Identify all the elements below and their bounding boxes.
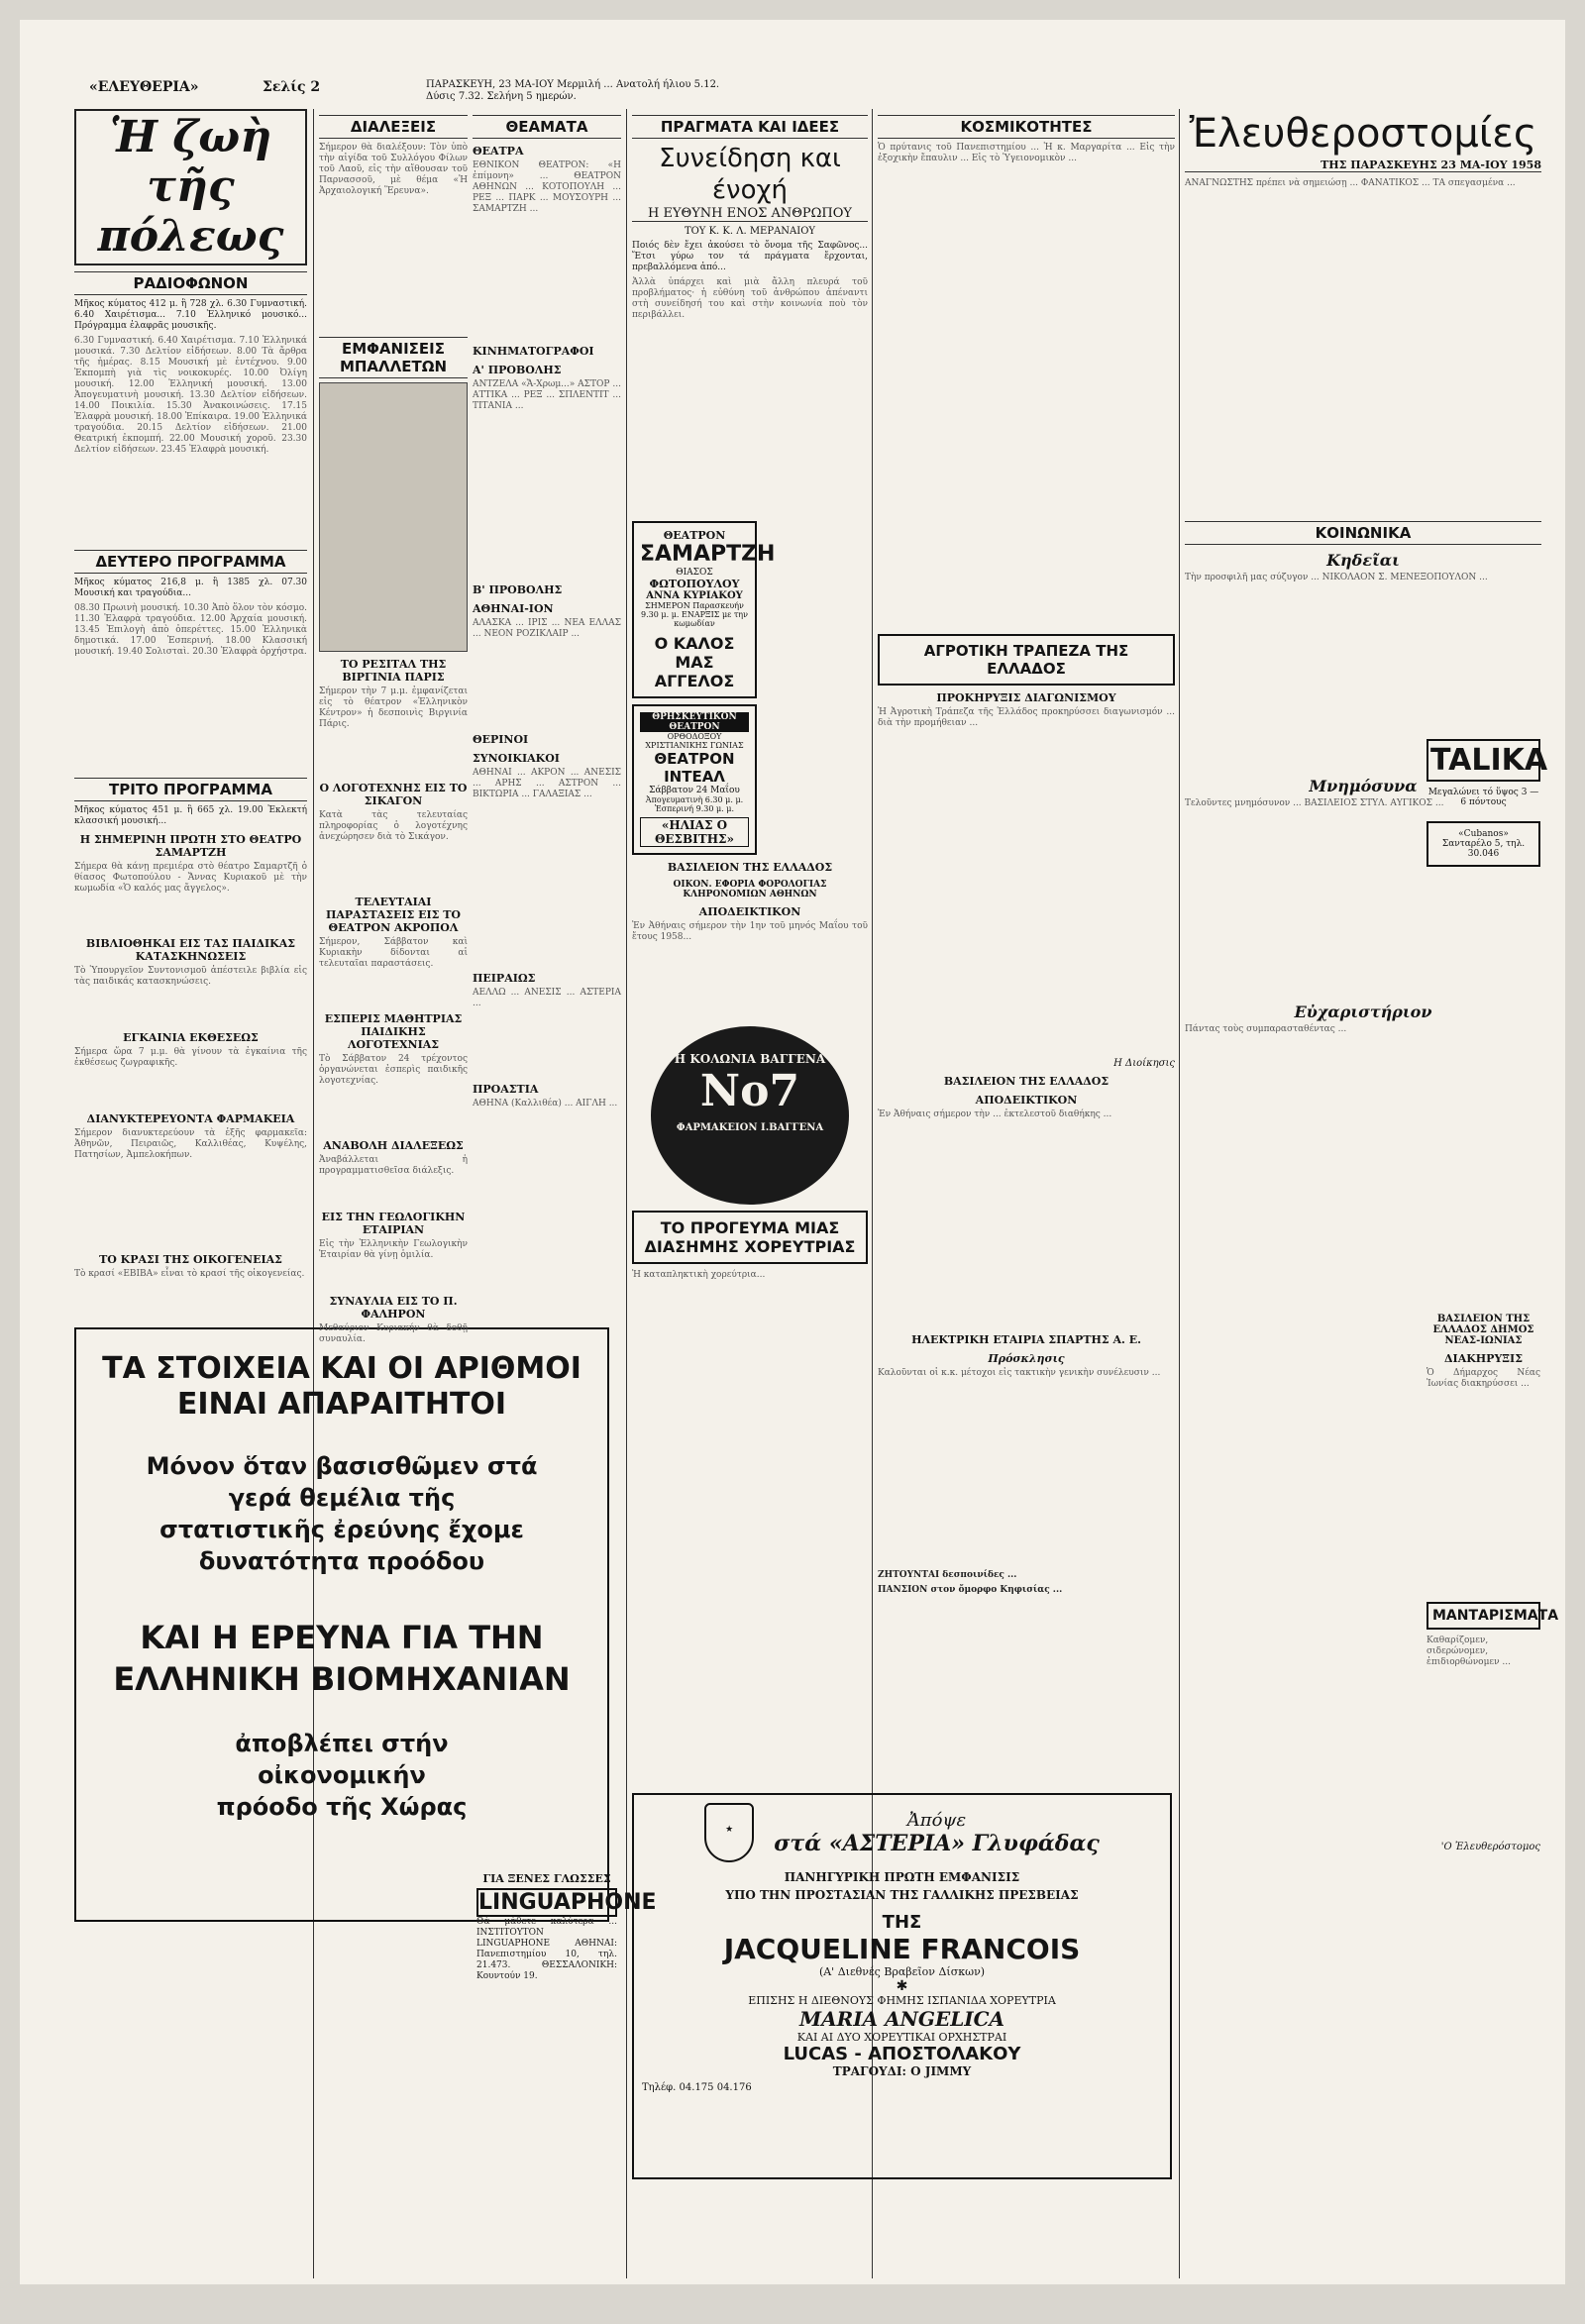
dancer-breakfast-text: Ἡ καταπληκτικὴ χορεύτρια... [632, 1270, 766, 1280]
certificate-heading: ΑΠΟΔΕΙΚΤΙΚΟΝ [698, 905, 801, 918]
kolonia-number: Νο7 [699, 1066, 800, 1116]
tender-heading: ΠΡΟΚΗΡΥΞΙΣ ΔΙΑΓΩΝΙΣΜΟΥ [936, 691, 1116, 704]
free-speech-text: ΑΝΑΓΝΩΣΤΗΣ πρέπει νὰ σημειώσῃ ... ΦΑΝΑΤΙΚΟΣ ... ΤΑ σπεγασμένα ... [1185, 178, 1516, 188]
athens-ion-list: ΑΛΑΣΚΑ ... ΙΡΙΣ ... ΝΕΑ ΕΛΛΑΣ ... ΝΕΟΝ ΡΟΖΙΚΛΑΙΡ ... [473, 618, 621, 639]
social-news-heading: ΚΟΙΝΩΝΙΚΑ [1185, 521, 1541, 545]
mantarismata-heading: ΜΑΝΤΑΡΙΣΜΑΤΑ [1426, 1602, 1540, 1630]
ad-line-3: Μόνον ὅταν βασισθῶμεν στά γερά θεμέλια τῆς στατιστικῆς ἐρεύνης ἔχομε δυνατότητα προόδου [146, 1452, 538, 1575]
cubanos-ad: «Cubanos» Σανταρέλο 5, τηλ. 30.046 [1426, 821, 1540, 867]
third-program-heading: ΤΡΙΤΟ ΠΡΟΓΡΑΜΜΑ [74, 778, 307, 801]
theatre-name: ΣΑΜΑΡΤΖΗ [640, 542, 776, 567]
radio-program-detail: 6.30 Γυμναστική. 6.40 Χαιρέτισμα. 7.10 Ἑλληνικά μουσικά. 7.30 Δελτίον εἰδήσεων. 8.00 Τὰ ἄρθρα τῆς ἡμέρας. 8.15 Μουσική μὲ ἐντέχνου. 9.00 Ἐκπομπὴ γιὰ τὶς νοικοκυρές. 10.00 Ὀλίγη μουσική. 12.00 Ἑλληνική μουσική. 13.00 Ἀπογευματινὴ μουσική. 13.30 Δελτίον εἰδήσεων. 14.00 Ποικιλία. 15.30 Ἀνακοινώσεις. 17.15 Ἐλαφρὰ μουσική. 18.00 Ἐπίκαιρα. 19.00 Ἑλληνικά τραγούδια. 20.15 Δελτίον εἰδήσεων. 21.00 Θεατρική ἐκπομπή. 22.00 Μουσική χοροῦ. 23.30 Δελτίον εἰδήσεων. 23.45 Ἐλαφρὰ μουσική. [74, 336, 307, 455]
asteria-bands: LUCAS - ΑΠΟΣΤΟΛΑΚΟΥ [783, 2044, 1021, 2064]
column-rule [626, 109, 627, 2278]
geology-heading: ΕΙΣ ΤΗΝ ΓΕΩΛΟΓΙΚΗΝ ΕΤΑΙΡΙΑΝ [321, 1211, 466, 1236]
certificate-heading-2: ΑΠΟΔΕΙΚΤΙΚΟΝ [975, 1094, 1078, 1107]
date-line: ΠΑΡΑΣΚΕΥΗ, 23 ΜΑ-ΙΟΥ Μερμιλή ... Ανατολή ήλιου 5.12. Δύσις 7.32. Σελήνη 5 ημερών. [426, 79, 720, 102]
second-program-text: Μῆκος κύματος 216,8 μ. ἢ 1385 χλ. 07.30 Μουσική και τραγούδια... [74, 578, 307, 598]
ballet-heading: ΕΜΦΑΝΙΣΕΙΣ ΜΠΑΛΛΕΤΩΝ [319, 337, 468, 378]
pharmacies-text: Σήμερον διανυκτερεύουν τὰ ἑξῆς φαρμακεῖα: Ἀθηνῶν, Πειραιῶς, Καλλιθέας, Κυψέλης, Πατησίων, Ἀμπελοκήπων. [74, 1128, 307, 1160]
asteria-performer: JACQUELINE FRANCOIS [723, 1933, 1081, 1965]
performance-times: Ἀπογευματινὴ 6.30 μ. μ. Ἑσπερινή 9.30 μ. μ. [645, 795, 744, 813]
acropol-heading: ΤΕΛΕΥΤΑΙΑΙ ΠΑΡΑΣΤΑΣΕΙΣ ΕΙΣ ΤΟ ΘΕΑΤΡΟΝ ΑΚΡΟΠΟΛ [325, 896, 462, 934]
thanks-text: Πάντας τοὺς συμπαρασταθέντας ... [1185, 1024, 1347, 1034]
ad-line-1: ΤΑ ΣΤΟΙΧΕΙΑ ΚΑΙ ΟΙ ΑΡΙΘΜΟΙ [102, 1351, 581, 1386]
concert-heading: ΣΥΝΑΥΛΙΑ ΕΙΣ ΤΟ Π. ΦΑΛΗΡΟΝ [329, 1295, 458, 1320]
ad-line-6: ἀποβλέπει στήν οἰκονομικήν πρόοδο τῆς Χώρας [216, 1730, 468, 1821]
performance-title: «ΗΛΙΑΣ Ο ΘΕΣΒΙΤΗΣ» [640, 817, 749, 847]
municipality-announcement [1426, 1308, 1559, 2060]
tax-office-heading: ΟΙΚΟΝ. ΕΦΟΡΙΑ ΦΟΡΟΛΟΓΙΑΣ ΚΛΗΡΟΝΟΜΙΩΝ ΑΘΗΝΩΝ [673, 880, 827, 899]
masthead-free-speech: Ἐλευθεροστομίες [1189, 111, 1537, 157]
lectures-text: Σήμερον θὰ διαλέξουν: Τὸν ὑπὸ τὴν αἰγίδα τοῦ Συλλόγου Φίλων τοῦ Λαοῦ, εἰς τὴν αἴθουσαν τοῦ Παρνασσοῦ, μὲ θέμα «Ἡ Ἀρχαιολογική Ἕρευνα». [319, 143, 468, 196]
statistics-advertisement [74, 1327, 609, 1922]
athens-ion-heading: ΑΘΗΝΑΙ-ΙΟΝ [473, 602, 554, 615]
asteria-glyfada-advertisement: ★ Ἀπόψε στά «ΑΣΤΕΡΙΑ» Γλυφάδας ΠΑΝΗΓΥΡΙΚΗ ΠΡΩΤΗ ΕΜΦΑΝΙΣΙΣ ΥΠΟ ΤΗΝ ΠΡΟΣΤΑΣΙΑΝ ΤΗΣ ΓΑΛΛΙΚΗΣ ΠΡΕΣΒΕΙΑΣ ΤΗΣ JACQUELINE FRANCOIS (Α' Διεθνές Βραβεῖον Δίσκων) ✱ ΕΠΙΣΗΣ Η ΔΙΕΘΝΟΥΣ ΦΗΜΗΣ ΙΣΠΑΝΙΔΑ ΧΟΡΕΥΤΡΙΑ MARIA ANGELICA ΚΑΙ ΑΙ ΔΥΟ ΧΟΡΕΥΤΙΚΑΙ ΟΡΧΗΣΤΡΑΙ LUCAS - ΑΠΟΣΤΟΛΑΚΟΥ ΤΡΑΓΟΥΔΙ: Ο JIMMY Τηλέφ. 04.175 04.176 [632, 1793, 1172, 2179]
linguaphone-logo: LINGUAPHONE [478, 1890, 657, 1915]
electric-company-heading: ΗΛΕΚΤΡΙΚΗ ΕΤΑΙΡΙΑ ΣΠΑΡΤΗΣ Α. Ε. [911, 1333, 1141, 1346]
exhibition-heading: ΕΓΚΑΙΝΙΑ ΕΚΘΕΣΕΩΣ [123, 1031, 259, 1044]
asteria-orchestras: ΚΑΙ ΑΙ ΔΥΟ ΧΟΡΕΥΤΙΚΑΙ ΟΡΧΗΣΤΡΑΙ [796, 2031, 1007, 2044]
theatres-heading: ΘΕΑΤΡΑ [473, 145, 524, 158]
certificate-text-2: Ἐν Ἀθήναις σήμερον τὴν ... ἐκτελεστοῦ διαθήκης ... [878, 1109, 1112, 1119]
asteria-dancer: MARIA ANGELICA [798, 2007, 1005, 2031]
postponement-heading: ΑΝΑΒΟΛΗ ΔΙΑΛΕΞΕΩΣ [323, 1139, 464, 1152]
certificate-text: Ἐν Ἀθήναις σήμερον τὴν 1ην τοῦ μηνός Μαΐου τοῦ ἔτους 1958... [632, 921, 868, 942]
column-shows [473, 109, 621, 1318]
pharmacy-name: ΦΑΡΜΑΚΕΙΟΝ Ι.ΒΑΓΓΕΝΑ [676, 1122, 824, 1133]
section-title-city-life: Ἡ ζωὴ τῆς πόλεως [74, 109, 307, 265]
column-rule [313, 109, 314, 2278]
kolonia-label: Η ΚΟΛΩΝΙΑ ΒΑΓΓΕΝΑ [674, 1052, 826, 1066]
paper-name: «ΕΛΕΥΘΕΡΙΑ» [89, 79, 199, 95]
agricultural-bank-heading: ΑΓΡΟΤΙΚΗ ΤΡΑΠΕΖΑ ΤΗΣ ΕΛΛΑΔΟΣ [878, 634, 1175, 686]
second-program-detail: 08.30 Πρωινὴ μουσική. 10.30 Ἀπὸ ὅλον τὸν κόσμο. 11.30 Ἐλαφρὰ τραγούδια. 12.00 Ἀρχαία μουσική. 13.45 Ἐπιλογὴ ἀπὸ ὀπερέττες. 15.00 Ἑλληνικὰ δημοτικά. 17.00 Ἐσπερινή. 18.00 Κλασσική μουσική. 19.40 Σολισταὶ. 20.30 Ἐλαφρὰ ὀρχήστρα. [74, 603, 307, 657]
tender-signature: Η Διοίκησις [1113, 1058, 1175, 1069]
author-chicago-heading: Ο ΛΟΓΟΤΕΧΝΗΣ ΕΙΣ ΤΟ ΣΙΚΑΓΟΝ [319, 782, 468, 807]
asteria-award: (Α' Διεθνές Βραβεῖον Δίσκων) [818, 1965, 986, 1978]
social-heading: ΚΟΣΜΙΚΟΤΗΤΕΣ [878, 115, 1175, 139]
linguaphone-text: Θά μάθετε καλύτερα ... ΙΝΣΤΙΤΟΥΤΟΝ LINGUAPHONE ΑΘΗΝΑΙ: Πανεπιστημίου 10, τηλ. 21.473. ΘΕΣΣΑΛΟΝΙΚΗ: Κουντούν 19. [476, 1917, 617, 1981]
thanks-heading: Εὐχαριστήριον [1294, 1003, 1432, 1021]
orthodox-label: ΟΡΘΟΔΟΞΟΥ ΧΡΙΣΤΙΑΝΙΚΗΣ ΓΩΝΙΑΣ [645, 732, 744, 750]
things-ideas-heading: ΠΡΑΓΜΑΤΑ ΚΑΙ ΙΔΕΕΣ [632, 115, 868, 139]
masthead-date: ΤΗΣ ΠΑΡΑΣΚΕΥΗΣ 23 ΜΑ-ΙΟΥ 1958 [1185, 158, 1541, 172]
company-name: ΦΩΤΟΠΟΥΛΟΥ [649, 578, 740, 590]
mantarismata-text: Καθαρίζομεν, σιδερώνομεν, ἐπιδιορθώνομεν ... [1426, 1636, 1512, 1667]
suburbs-list: ΑΘΗΝΑ (Καλλιθέα) ... ΑΙΓΛΗ ... [473, 1099, 618, 1109]
classified-wanted: ΖΗΤΟΥΝΤΑΙ δεσποινίδες ... [878, 1570, 1017, 1580]
first-run-list: ΑΝΤΖΕΛΑ «Ἄ-Χρωμ...» ΑΣΤΟΡ ... ΑΤΤΙΚΑ ... ΡΕΞ ... ΣΠΛΕΝΤΙΤ ... ΤΙΤΑΝΙΑ ... [473, 379, 621, 411]
kolonia-vaggena-ad [651, 1026, 849, 1205]
samartzi-premiere-heading: Η ΣΗΜΕΡΙΝΗ ΠΡΩΤΗ ΣΤΟ ΘΕΑΤΡΟ ΣΑΜΑΡΤΖΗ [79, 833, 302, 859]
foreign-languages-heading: ΓΙΑ ΞΕΝΕΣ ΓΛΩΣΣΕΣ [482, 1872, 611, 1885]
social-text: Ὁ πρύτανις τοῦ Πανεπιστημίου ... Ἡ κ. Μαργαρίτα ... Εἰς τὴν ἐξοχικὴν ἔπαυλιν ... Εἰς τὸ Ὑγειονομικὸν ... [878, 143, 1175, 163]
radio-program-text: Μῆκος κύματος 412 μ. ἢ 728 χλ. 6.30 Γυμναστική. 6.40 Χαιρέτισμα... 7.10 Ἑλληνικό μουσικό... Πρόγραμμα ἐλαφρᾶς μουσικῆς. [74, 299, 307, 331]
asteria-tonight: Ἀπόψε [906, 1809, 967, 1831]
column-rule [1179, 109, 1180, 2278]
first-run-heading: Α' ΠΡΟΒΟΛΗΣ [473, 364, 562, 376]
article-body: Ποιός δὲν ἔχει ἀκούσει τὸ ὄνομα τῆς Σαφῶνος... Ἔτσι γύρω τον τά πράγματα ἔρχονται, πρεβαλλόμενα ἀπό... [632, 241, 868, 272]
exhibition-text: Σήμερα ὥρα 7 μ.μ. θὰ γίνουν τὰ ἐγκαίνια τῆς ἐκθέσεως ζωγραφικῆς. [74, 1047, 307, 1068]
author-chicago-text: Κατὰ τὰς τελευταίας πληροφορίας ὁ λογοτέχνης ἀνεχώρησεν διὰ τὸ Σικάγον. [319, 810, 468, 842]
declaration-text: Ὁ Δήμαρχος Νέας Ἰωνίας διακηρύσσει ... [1426, 1368, 1540, 1389]
radio-heading: ΡΑΔΙΟΦΩΝΟΝ [74, 271, 307, 295]
kingdom-heading: ΒΑΣΙΛΕΙΟΝ ΤΗΣ ΕΛΛΑΔΟΣ [667, 861, 833, 874]
libraries-heading: ΒΙΒΛΙΟΘΗΚΑΙ ΕΙΣ ΤΑΣ ΠΑΙΔΙΚΑΣ ΚΑΤΑΣΚΗΝΩΣΕΙΣ [85, 937, 296, 963]
second-run-heading: Β' ΠΡΟΒΟΛΗΣ [473, 583, 563, 596]
theatres-list: ΕΘΝΙΚΟΝ ΘΕΑΤΡΟΝ: «Η ἐπίμονη» ... ΘΕΑΤΡΟΝ ΑΘΗΝΩΝ ... ΚΟΤΟΠΟΥΛΗ ... ΡΕΞ ... ΠΑΡΚ ... ΜΟΥΣΟΥΡΗ ... ΣΑΜΑΡΤΖΗ ... [473, 160, 621, 214]
recital-text: Σήμερον τὴν 7 μ.μ. ἐμφανίζεται εἰς τὸ θέατρον «Ἑλληνικὸν Κέντρον» ἡ δεσποινὶς Βιργινία Πάρις. [319, 687, 468, 729]
performance-date: Σάββατον 24 Μαΐου [649, 786, 740, 795]
asteria-embassy: ΥΠΟ ΤΗΝ ΠΡΟΣΤΑΣΙΑΝ ΤΗΣ ΓΑΛΛΙΚΗΣ ΠΡΕΣΒΕΙΑΣ [725, 1888, 1079, 1902]
column-lectures [319, 109, 468, 1344]
newspaper-page [20, 20, 1565, 2284]
article-headline: Συνείδηση και ένοχή [659, 144, 841, 205]
postponement-text: Ἀναβάλλεται ἡ προγραμματισθεῖσα διάλεξις. [319, 1155, 468, 1176]
piraeus-heading: ΠΕΙΡΑΙΩΣ [473, 972, 536, 985]
theatre-label: ΘΕΑΤΡΟΝ [663, 529, 726, 542]
asteria-phone: Τηλέφ. 04.175 04.176 [642, 2082, 752, 2093]
ballet-photo [319, 382, 468, 652]
wine-text: Τὸ κρασί «ΕΒΙΒΑ» εἶναι τὸ κρασί τῆς οἰκογενείας. [74, 1269, 305, 1279]
kingdom-heading-2: ΒΑΣΙΛΕΙΟΝ ΤΗΣ ΕΛΛΑΔΟΣ [943, 1075, 1110, 1088]
ad-line-2: ΕΙΝΑΙ ΑΠΑΡΑΙΤΗΤΟΙ [176, 1387, 507, 1422]
premiere-note: ΣΗΜΕΡΟΝ Παρασκευήν 9.30 μ. μ. ΕΝΑΡΞΙΣ με την κωμωδίαν [641, 601, 748, 628]
funerals-heading: Κηδεῖαι [1326, 551, 1400, 570]
column-city-life [74, 109, 307, 1308]
free-speech-signoff: 'Ο Ἐλευθερόστομος [1440, 1842, 1540, 1852]
ad-line-5: ΕΛΛΗΝΙΚΗ ΒΙΟΜΗΧΑΝΙΑΝ [113, 1660, 571, 1698]
summer-cinemas-heading: ΘΕΡΙΝΟΙ [473, 733, 529, 746]
article-body-continued: Ἀλλὰ ὑπάρχει καὶ μιὰ ἄλλη πλευρά τοῦ προβλήματος· ἡ εὐθύνη τοῦ ἀνθρώπου ἀπέναντι στὴ συνείδησή του καὶ στὴν κοινωνία ποὺ τὸν περιβάλλει. [632, 277, 868, 320]
asteria-singer: ΤΡΑΓΟΥΔΙ: Ο JIMMY [832, 2064, 972, 2078]
lectures-heading: ΔΙΑΛΕΞΕΙΣ [319, 115, 468, 139]
suburbs-heading: ΠΡΟΑΣΤΙΑ [473, 1083, 539, 1096]
municipality-heading: ΒΑΣΙΛΕΙΟΝ ΤΗΣ ΕΛΛΑΔΟΣ ΔΗΜΟΣ ΝΕΑΣ-ΙΩΝΙΑΣ [1432, 1314, 1534, 1346]
talika-logo: TALIKA [1426, 739, 1540, 782]
company-label: ΘΙΑΣΟΣ [676, 568, 713, 578]
libraries-text: Τὸ Ὑπουργεῖον Συντονισμοῦ ἀπέστειλε βιβλία εἰς τὰς παιδικάς κατασκηνώσεις. [74, 966, 307, 987]
wine-heading: ΤΟ ΚΡΑΣΙ ΤΗΣ ΟΙΚΟΓΕΝΕΙΑΣ [99, 1253, 282, 1266]
acropol-text: Σήμερον, Σάββατον καὶ Κυριακὴν δίδονται αἱ τελευταῖαι παραστάσεις. [319, 937, 468, 969]
column-social [878, 109, 1175, 1783]
asteria-dancer-intro: ΕΠΙΣΗΣ Η ΔΙΕΘΝΟΥΣ ΦΗΜΗΣ ΙΣΠΑΝΙΔΑ ΧΟΡΕΥΤΡΙΑ [748, 1994, 1056, 2007]
dancer-breakfast-heading: ΤΟ ΠΡΟΓΕΥΜΑ ΜΙΑΣ ΔΙΑΣΗΜΗΣ ΧΟΡΕΥΤΡΙΑΣ [632, 1211, 868, 1264]
asteria-the: ΤΗΣ [882, 1912, 922, 1933]
memorials-heading: Μνημόσυνα [1309, 777, 1418, 795]
evening-text: Τὸ Σάββατον 24 τρέχοντος ὀργανώνεται ἐσπερὶς παιδικῆς λογοτεχνίας. [319, 1054, 468, 1086]
religious-theatre-ad [632, 704, 757, 855]
evening-heading: ΕΣΠΕΡΙΣ ΜΑΘΗΤΡΙΑΣ ΠΑΙΔΙΚΗΣ ΛΟΓΟΤΕΧΝΙΑΣ [324, 1012, 463, 1051]
piraeus-list: ΑΕΛΛΩ ... ΑΝΕΣΙΣ ... ΑΣΤΕΡΙΑ ... [473, 988, 621, 1008]
memorials-text: Τελοῦντες μνημόσυνον ... ΒΑΣΙΛΕΙΟΣ ΣΤΥΛ. ΑΥΓΙΚΟΣ ... [1185, 798, 1444, 808]
recital-heading: ΤΟ ΡΕΣΙΤΑΛ ΤΗΣ ΒΙΡΓΙΝΙΑ ΠΑΡΙΣ [340, 658, 447, 684]
inteal-theatre: ΘΕΑΤΡΟΝ ΙΝΤΕΑΛ [654, 750, 735, 786]
page-label: Σελίς 2 [263, 79, 321, 95]
linguaphone-advertisement [473, 1862, 657, 2060]
talika-claim: Μεγαλώνει τό ὕψος 3 — 6 πόντους [1427, 788, 1539, 807]
page-header [89, 79, 1555, 101]
classified-pension: ΠΑΝΣΙΟΝ στον ὄμορφο Κηφισίας ... [878, 1585, 1063, 1595]
cinemas-heading: ΚΙΝΗΜΑΤΟΓΡΑΦΟΙ [473, 345, 594, 358]
neighborhood-heading: ΣΥΝΟΙΚΙΑΚΟΙ [473, 752, 560, 765]
samartzi-premiere-text: Σήμερα θὰ κάνῃ πρεμιέρα στὸ θέατρο Σαμαρτζῆ ὁ θίασος Φωτοπούλου - Ἄννας Κυριακοῦ μὲ τὴν κωμωδία «Ὁ καλός μας ἄγγελος». [74, 862, 307, 894]
asteria-venue: στά «ΑΣΤΕΡΙΑ» Γλυφάδας [774, 1830, 1100, 1856]
play-title: Ο ΚΑΛΟΣ ΜΑΣ ΑΓΓΕΛΟΣ [654, 634, 735, 690]
pharmacies-heading: ΔΙΑΝΥΚΤΕΡΕΥΟΝΤΑ ΦΑΡΜΑΚΕΙΑ [86, 1112, 295, 1125]
tender-text: Ἡ Ἀγροτικὴ Τράπεζα τῆς Ἑλλάδος προκηρύσσει διαγωνισμόν ... διὰ τὴν προμήθειαν ... [878, 707, 1175, 728]
funerals-text: Τὴν προσφιλῆ μας σύζυγον ... ΝΙΚΟΛΑΟΝ Σ. ΜΕΝΕΞΟΠΟΥΛΟΝ ... [1185, 573, 1488, 582]
talika-ads-block [1426, 733, 1548, 1288]
asteria-logo: ★ [704, 1803, 754, 1862]
religious-theatre-label: ΘΡΗΣΚΕΥΤΙΚΟΝ ΘΕΑΤΡΟΝ [640, 712, 749, 732]
neighborhood-list: ΑΘΗΝΑΙ ... ΑΚΡΟΝ ... ΑΝΕΣΙΣ ... ΑΡΗΣ ... ΑΣΤΡΟΝ ... ΒΙΚΤΩΡΙΑ ... ΓΑΛΑΞΙΑΣ ... [473, 768, 621, 799]
invitation-heading: Πρόσκλησις [988, 1352, 1065, 1365]
third-program-text: Μῆκος κύματος 451 μ. ἢ 665 χλ. 19.00 Ἐκλεκτή κλασσική μουσική... [74, 805, 307, 826]
ad-line-4: ΚΑΙ Η ΕΡΕΥΝΑ ΓΙΑ ΤΗΝ [140, 1619, 544, 1656]
article-subheadline: Η ΕΥΘΥΝΗ ΕΝΟΣ ΑΝΘΡΩΠΟΥ [632, 206, 868, 222]
actress-name: ΑΝΝΑ ΚΥΡΙΑΚΟΥ [646, 590, 743, 601]
second-program-heading: ΔΕΥΤΕΡΟ ΠΡΟΓΡΑΜΜΑ [74, 550, 307, 574]
asteria-first-appearance: ΠΑΝΗΓΥΡΙΚΗ ΠΡΩΤΗ ΕΜΦΑΝΙΣΙΣ [784, 1870, 1020, 1884]
concert-text: Μεθαύριον Κυριακήν θὰ δοθῇ συναυλία. [319, 1323, 468, 1344]
declaration-heading: ΔΙΑΚΗΡΥΞΙΣ [1444, 1352, 1523, 1365]
shows-heading: ΘΕΑΜΑΤΑ [473, 115, 621, 139]
invitation-text: Καλοῦνται οἱ κ.κ. μέτοχοι εἰς τακτικὴν γενικὴν συνέλευσιν ... [878, 1368, 1161, 1378]
article-byline: ΤΟΥ Κ. Κ. Λ. ΜΕΡΑΝΑΙΟΥ [684, 226, 816, 237]
geology-text: Εἰς τὴν Ἑλληνικὴν Γεωλογικὴν Ἑταιρίαν θὰ γίνῃ ὁμιλία. [319, 1239, 468, 1260]
samartzi-theatre-ad [632, 521, 776, 698]
